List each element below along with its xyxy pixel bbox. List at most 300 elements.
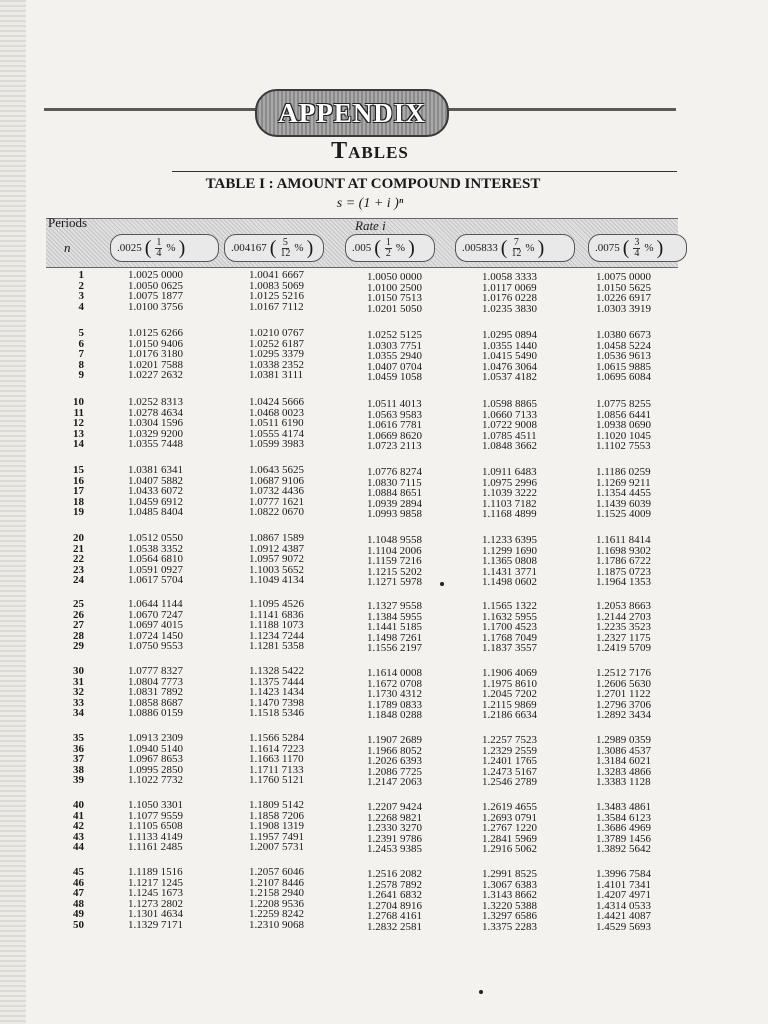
left-paren: ( [500, 237, 508, 259]
table-cell: 1.1141 6836 [249, 608, 304, 621]
period-number: 31 [73, 675, 84, 688]
table-cell: 1.0511 6190 [249, 417, 304, 429]
value-block-col-2 [249, 533, 304, 586]
table-cell: 1.1159 7216 [367, 555, 422, 567]
value-block-col-1 [128, 270, 183, 312]
table-cell: 1.2606 5630 [596, 677, 651, 690]
fraction-denominator: 4 [156, 247, 162, 259]
value-block-col-2 [249, 666, 304, 719]
table-cell: 1.0750 9553 [128, 640, 183, 652]
table-cell: 1.1095 4526 [249, 598, 304, 610]
table-cell: 1.0856 6441 [596, 408, 651, 421]
table-cell: 1.0381 3111 [249, 369, 304, 381]
fraction-denominator: 2 [385, 247, 391, 259]
table-cell: 1.1050 3301 [128, 799, 183, 811]
table-cell: 1.4529 5693 [596, 920, 651, 933]
table-cell: 1.1328 5422 [249, 665, 304, 677]
left-paren: ( [144, 237, 152, 259]
fraction-denominator: 4 [634, 247, 640, 259]
table-cell: 1.2330 3270 [367, 822, 422, 834]
table-cell: 1.0100 2500 [367, 281, 422, 294]
fraction-numerator: 1 [156, 236, 162, 248]
period-number: 9 [78, 369, 84, 381]
table-cell: 1.1908 1319 [249, 820, 304, 832]
table-cell: 1.0591 0927 [128, 563, 183, 576]
value-block-col-1 [128, 733, 183, 786]
table-cell: 1.1217 1245 [128, 876, 183, 889]
table-cell: 1.1837 3557 [482, 642, 537, 654]
table-cell: 1.1077 9559 [128, 809, 183, 822]
table-cell: 1.0329 9200 [128, 427, 183, 440]
table-cell: 1.0167 7112 [249, 300, 304, 313]
table-cell: 1.3220 5388 [482, 899, 537, 912]
rate-value: .0075 [595, 242, 620, 254]
period-number: 38 [73, 763, 84, 776]
table-cell: 1.2115 9869 [482, 698, 537, 711]
period-number: 44 [73, 841, 84, 853]
table-cell: 1.1039 3222 [482, 487, 537, 499]
table-cell: 1.0025 0000 [128, 269, 183, 281]
table-cell: 1.0235 3830 [482, 302, 537, 315]
table-cell: 1.3892 5642 [596, 843, 651, 855]
rate-header-5 [588, 234, 687, 262]
table-cell: 1.0201 7588 [128, 358, 183, 371]
value-block-col-3 [367, 535, 422, 588]
value-block-col-4 [482, 330, 537, 383]
table-cell: 1.3143 8662 [482, 889, 537, 901]
period-number: 39 [73, 774, 84, 786]
table-cell: 1.3067 6383 [482, 878, 537, 891]
period-number: 19 [73, 506, 84, 518]
table-cell: 1.0407 0704 [367, 360, 422, 373]
table-cell: 1.1556 2197 [367, 642, 422, 654]
table-cell: 1.3283 4866 [596, 765, 651, 778]
table-cell: 1.0459 1058 [367, 371, 422, 383]
table-cell: 1.0252 5125 [367, 329, 422, 341]
period-number: 28 [73, 629, 84, 642]
table-cell: 1.0804 7773 [128, 675, 183, 688]
period-block [44, 397, 84, 450]
table-cell: 1.1049 4134 [249, 574, 304, 586]
table-cell: 1.2207 9424 [367, 801, 422, 813]
table-cell: 1.0210 0767 [249, 327, 304, 339]
table-cell: 1.1566 5284 [249, 732, 304, 744]
table-cell: 1.1365 0808 [482, 555, 537, 567]
table-cell: 1.2144 2703 [596, 610, 651, 623]
value-block-col-4 [482, 668, 537, 721]
table-cell: 1.0722 9008 [482, 419, 537, 431]
value-block-col-5 [596, 467, 651, 520]
table-cell: 1.2401 1765 [482, 755, 537, 767]
table-cell: 1.2053 8663 [596, 600, 651, 612]
value-block-col-1 [128, 867, 183, 930]
table-cell: 1.2989 0359 [596, 734, 651, 746]
left-paren: ( [269, 237, 277, 259]
table-cell: 1.1273 2802 [128, 897, 183, 910]
table-cell: 1.1614 0008 [367, 667, 422, 679]
table-cell: 1.1809 5142 [249, 799, 304, 811]
table-cell: 1.0459 6912 [128, 495, 183, 508]
table-cell: 1.0415 5490 [482, 350, 537, 362]
table-cell: 1.3086 4537 [596, 744, 651, 757]
table-cell: 1.0777 8327 [128, 665, 183, 677]
table-cell: 1.1848 0288 [367, 709, 422, 721]
percent-sign: % [644, 242, 654, 254]
period-number: 29 [73, 640, 84, 652]
table-cell: 1.3375 2283 [482, 920, 537, 933]
table-cell: 1.0776 8274 [367, 466, 422, 478]
table-cell: 1.0295 3379 [249, 348, 304, 360]
table-cell: 1.1730 4312 [367, 688, 422, 700]
period-number: 46 [73, 876, 84, 889]
table-cell: 1.2578 7892 [367, 878, 422, 891]
table-cell: 1.0424 5666 [249, 396, 304, 408]
table-cell: 1.2007 5731 [249, 841, 304, 853]
table-cell: 1.0995 2850 [128, 763, 183, 776]
table-cell: 1.0695 6084 [596, 371, 651, 383]
table-cell: 1.1498 7261 [367, 631, 422, 644]
period-block [44, 270, 84, 312]
table-cell: 1.0468 0023 [249, 406, 304, 419]
period-number: 35 [73, 732, 84, 744]
period-number: 22 [73, 553, 84, 565]
table-cell: 1.0226 6917 [596, 292, 651, 304]
table-cell: 1.0485 8404 [128, 506, 183, 518]
value-block-col-3 [367, 399, 422, 452]
period-number: 17 [73, 485, 84, 497]
rate-header-2 [224, 234, 324, 262]
table-cell: 1.0075 0000 [596, 271, 651, 283]
period-number: 50 [73, 918, 84, 931]
left-paren: ( [622, 237, 630, 259]
table-title: TABLE I : AMOUNT AT COMPOUND INTEREST [205, 176, 541, 192]
table-cell: 1.0512 0550 [128, 532, 183, 544]
period-number: 3 [78, 290, 84, 302]
fraction-numerator: 7 [513, 236, 519, 248]
table-cell: 1.2026 6393 [367, 755, 422, 767]
rate-fraction [385, 238, 392, 259]
period-number: 34 [73, 707, 84, 719]
table-cell: 1.2259 8242 [249, 908, 304, 920]
table-cell: 1.1269 9211 [596, 476, 651, 489]
value-block-col-5 [596, 272, 651, 314]
table-cell: 1.1104 2006 [367, 544, 422, 557]
period-number: 6 [78, 337, 84, 350]
period-number: 7 [78, 348, 84, 360]
table-cell: 1.0670 7247 [128, 608, 183, 621]
table-cell: 1.1375 7444 [249, 675, 304, 688]
table-cell: 1.0150 5625 [596, 281, 651, 294]
table-cell: 1.0381 6341 [128, 464, 183, 476]
period-number: 33 [73, 696, 84, 709]
table-cell: 1.1672 0708 [367, 677, 422, 690]
table-cell: 1.0050 0000 [367, 271, 422, 283]
period-number: 10 [73, 396, 84, 408]
appendix-title: APPENDIX [278, 97, 426, 128]
value-block-col-3 [367, 668, 422, 721]
table-cell: 1.1964 1353 [596, 576, 651, 588]
value-block-col-4 [482, 467, 537, 520]
table-cell: 1.0938 0690 [596, 419, 651, 431]
table-cell: 1.2916 5062 [482, 843, 537, 855]
table-cell: 1.1789 0833 [367, 698, 422, 711]
period-number: 1 [78, 269, 84, 281]
value-block-col-3 [367, 802, 422, 855]
table-cell: 1.1614 7223 [249, 742, 304, 755]
table-cell: 1.1611 8414 [596, 534, 651, 546]
value-block-col-1 [128, 599, 183, 652]
table-cell: 1.0967 8653 [128, 753, 183, 765]
table-cell: 1.1188 1073 [249, 619, 304, 631]
value-block-col-1 [128, 397, 183, 450]
table-cell: 1.1105 6508 [128, 820, 183, 832]
table-cell: 1.2257 7523 [482, 734, 537, 746]
table-cell: 1.2693 0791 [482, 811, 537, 824]
table-cell: 1.0912 4387 [249, 542, 304, 555]
value-block-col-5 [596, 869, 651, 932]
period-block [44, 867, 84, 930]
rate-fraction [633, 238, 640, 259]
table-cell: 1.1022 7732 [128, 774, 183, 786]
value-block-col-3 [367, 869, 422, 932]
value-block-col-5 [596, 399, 651, 452]
table-cell: 1.0884 8651 [367, 487, 422, 499]
table-cell: 1.0616 7781 [367, 419, 422, 431]
table-cell: 1.0831 7892 [128, 686, 183, 698]
table-cell: 1.0041 6667 [249, 269, 304, 281]
value-block-col-4 [482, 869, 537, 932]
table-cell: 1.0201 5050 [367, 302, 422, 315]
table-cell: 1.2268 9821 [367, 811, 422, 824]
rate-fraction [280, 238, 290, 259]
value-block-col-5 [596, 330, 651, 383]
table-cell: 1.0858 8687 [128, 696, 183, 709]
table-cell: 1.1518 5346 [249, 707, 304, 719]
period-number: 43 [73, 830, 84, 843]
right-paren: ) [537, 237, 545, 259]
table-cell: 1.1760 5121 [249, 774, 304, 786]
table-cell: 1.2512 7176 [596, 667, 651, 679]
table-cell: 1.2641 6832 [367, 889, 422, 901]
value-block-col-1 [128, 328, 183, 381]
table-cell: 1.0723 2113 [367, 440, 422, 452]
table-cell: 1.0252 8313 [128, 396, 183, 408]
print-speck [479, 990, 483, 994]
period-number: 8 [78, 358, 84, 371]
value-block-col-4 [482, 601, 537, 654]
table-cell: 1.0615 9885 [596, 360, 651, 373]
period-number: 4 [78, 300, 84, 313]
table-cell: 1.1565 1322 [482, 600, 537, 612]
table-cell: 1.0617 5704 [128, 574, 183, 586]
table-cell: 1.1281 5358 [249, 640, 304, 652]
percent-sign: % [166, 242, 176, 254]
table-cell: 1.0117 0069 [482, 281, 537, 294]
period-number: 2 [78, 279, 84, 292]
period-number: 45 [73, 866, 84, 878]
value-block-col-3 [367, 467, 422, 520]
table-cell: 1.2310 9068 [249, 918, 304, 931]
table-cell: 1.2045 7202 [482, 688, 537, 700]
table-cell: 1.1423 1434 [249, 686, 304, 698]
table-cell: 1.1215 5202 [367, 565, 422, 578]
table-cell: 1.0940 5140 [128, 742, 183, 755]
table-cell: 1.1189 1516 [128, 866, 183, 878]
table-cell: 1.2147 2063 [367, 776, 422, 788]
table-cell: 1.0732 4436 [249, 485, 304, 497]
period-block [44, 666, 84, 719]
table-cell: 1.0669 8620 [367, 429, 422, 442]
period-block [44, 465, 84, 518]
table-cell: 1.0380 6673 [596, 329, 651, 341]
rate-value: .0025 [117, 242, 142, 254]
table-cell: 1.1786 6722 [596, 555, 651, 567]
table-cell: 1.0538 3352 [128, 542, 183, 555]
period-number: 48 [73, 897, 84, 910]
value-block-col-1 [128, 533, 183, 586]
table-cell: 1.0957 9072 [249, 553, 304, 565]
table-cell: 1.3297 6586 [482, 910, 537, 922]
table-cell: 1.0886 0159 [128, 707, 183, 719]
table-cell: 1.1498 0602 [482, 576, 537, 588]
table-cell: 1.0555 4174 [249, 427, 304, 440]
table-cell: 1.1441 5185 [367, 621, 422, 633]
rate-fraction [155, 238, 162, 259]
value-block-col-4 [482, 802, 537, 855]
period-number: 37 [73, 753, 84, 765]
rate-value: .005 [352, 242, 372, 254]
table-cell: 1.1875 0723 [596, 565, 651, 578]
table-cell: 1.1327 9558 [367, 600, 422, 612]
value-block-col-2 [249, 397, 304, 450]
table-cell: 1.0537 4182 [482, 371, 537, 383]
table-cell: 1.0563 9583 [367, 408, 422, 421]
table-cell: 1.0304 1596 [128, 417, 183, 429]
period-number: 26 [73, 608, 84, 621]
table-cell: 1.1470 7398 [249, 696, 304, 709]
table-cell: 1.2057 6046 [249, 866, 304, 878]
table-cell: 1.0777 1621 [249, 495, 304, 508]
table-cell: 1.4314 0533 [596, 899, 651, 912]
period-number: 20 [73, 532, 84, 544]
value-block-col-3 [367, 601, 422, 654]
table-cell: 1.0687 9106 [249, 474, 304, 487]
right-paren: ) [178, 237, 186, 259]
fraction-denominator: 12 [511, 247, 522, 259]
period-number: 15 [73, 464, 84, 476]
table-cell: 1.3184 6021 [596, 755, 651, 767]
table-cell: 1.2391 9786 [367, 832, 422, 845]
table-cell: 1.1354 4455 [596, 487, 651, 499]
table-cell: 1.0476 3064 [482, 360, 537, 373]
table-cell: 1.0830 7115 [367, 476, 422, 489]
table-cell: 1.3996 7584 [596, 868, 651, 880]
period-number: 24 [73, 574, 84, 586]
title-rule [172, 171, 677, 172]
right-paren: ) [656, 237, 664, 259]
value-block-col-1 [128, 666, 183, 719]
table-cell: 1.2704 8916 [367, 899, 422, 912]
rate-header-1 [110, 234, 219, 262]
table-cell: 1.2619 4655 [482, 801, 537, 813]
table-cell: 1.4421 4087 [596, 910, 651, 922]
table-cell: 1.4101 7341 [596, 878, 651, 891]
table-cell: 1.1020 1045 [596, 429, 651, 442]
table-cell: 1.1103 7182 [482, 497, 537, 510]
value-block-col-3 [367, 735, 422, 788]
rate-header-3 [345, 234, 435, 262]
table-cell: 1.0176 3180 [128, 348, 183, 360]
table-cell: 1.0338 2352 [249, 358, 304, 371]
value-block-col-5 [596, 802, 651, 855]
table-cell: 1.1858 7206 [249, 809, 304, 822]
fraction-numerator: 5 [282, 236, 288, 248]
table-cell: 1.0564 6810 [128, 553, 183, 565]
table-cell: 1.1102 7553 [596, 440, 651, 452]
value-block-col-2 [249, 867, 304, 930]
table-cell: 1.0075 1877 [128, 290, 183, 302]
table-cell: 1.1957 7491 [249, 830, 304, 843]
period-block [44, 800, 84, 853]
table-cell: 1.0660 7133 [482, 408, 537, 421]
table-cell: 1.0355 1440 [482, 339, 537, 352]
table-cell: 1.0058 3333 [482, 271, 537, 283]
table-cell: 1.0785 4511 [482, 429, 537, 442]
table-cell: 1.0697 4015 [128, 619, 183, 631]
table-cell: 1.2701 1122 [596, 688, 651, 700]
table-cell: 1.0176 0228 [482, 292, 537, 304]
period-number: 42 [73, 820, 84, 832]
table-cell: 1.1966 8052 [367, 744, 422, 757]
rate-value: .004167 [231, 242, 267, 254]
right-paren: ) [306, 237, 314, 259]
period-block [44, 328, 84, 381]
table-cell: 1.2768 4161 [367, 910, 422, 922]
table-cell: 1.1907 2689 [367, 734, 422, 746]
value-block-col-2 [249, 599, 304, 652]
table-cell: 1.2208 9536 [249, 897, 304, 910]
table-cell: 1.2767 1220 [482, 822, 537, 834]
period-number: 5 [78, 327, 84, 339]
value-block-col-2 [249, 465, 304, 518]
table-cell: 1.0598 8865 [482, 398, 537, 410]
table-cell: 1.0536 9613 [596, 350, 651, 362]
value-block-col-3 [367, 330, 422, 383]
table-cell: 1.3584 6123 [596, 811, 651, 824]
table-cell: 1.1329 7171 [128, 918, 183, 931]
period-block [44, 599, 84, 652]
value-block-col-5 [596, 535, 651, 588]
table-cell: 1.1431 3771 [482, 565, 537, 578]
period-number: 32 [73, 686, 84, 698]
table-cell: 1.1003 5652 [249, 563, 304, 576]
table-cell: 1.2453 9385 [367, 843, 422, 855]
table-cell: 1.2516 2082 [367, 868, 422, 880]
table-cell: 1.4207 4971 [596, 889, 651, 901]
period-number: 27 [73, 619, 84, 631]
value-block-col-4 [482, 272, 537, 314]
table-cell: 1.2796 3706 [596, 698, 651, 711]
table-cell: 1.0939 2894 [367, 497, 422, 510]
period-block [44, 733, 84, 786]
table-cell: 1.0433 6072 [128, 485, 183, 497]
table-cell: 1.1048 9558 [367, 534, 422, 546]
value-block-col-2 [249, 270, 304, 312]
periods-label: Periods [48, 215, 87, 230]
percent-sign: % [395, 242, 406, 254]
table-cell: 1.0407 5882 [128, 474, 183, 487]
table-cell: 1.1439 6039 [596, 497, 651, 510]
